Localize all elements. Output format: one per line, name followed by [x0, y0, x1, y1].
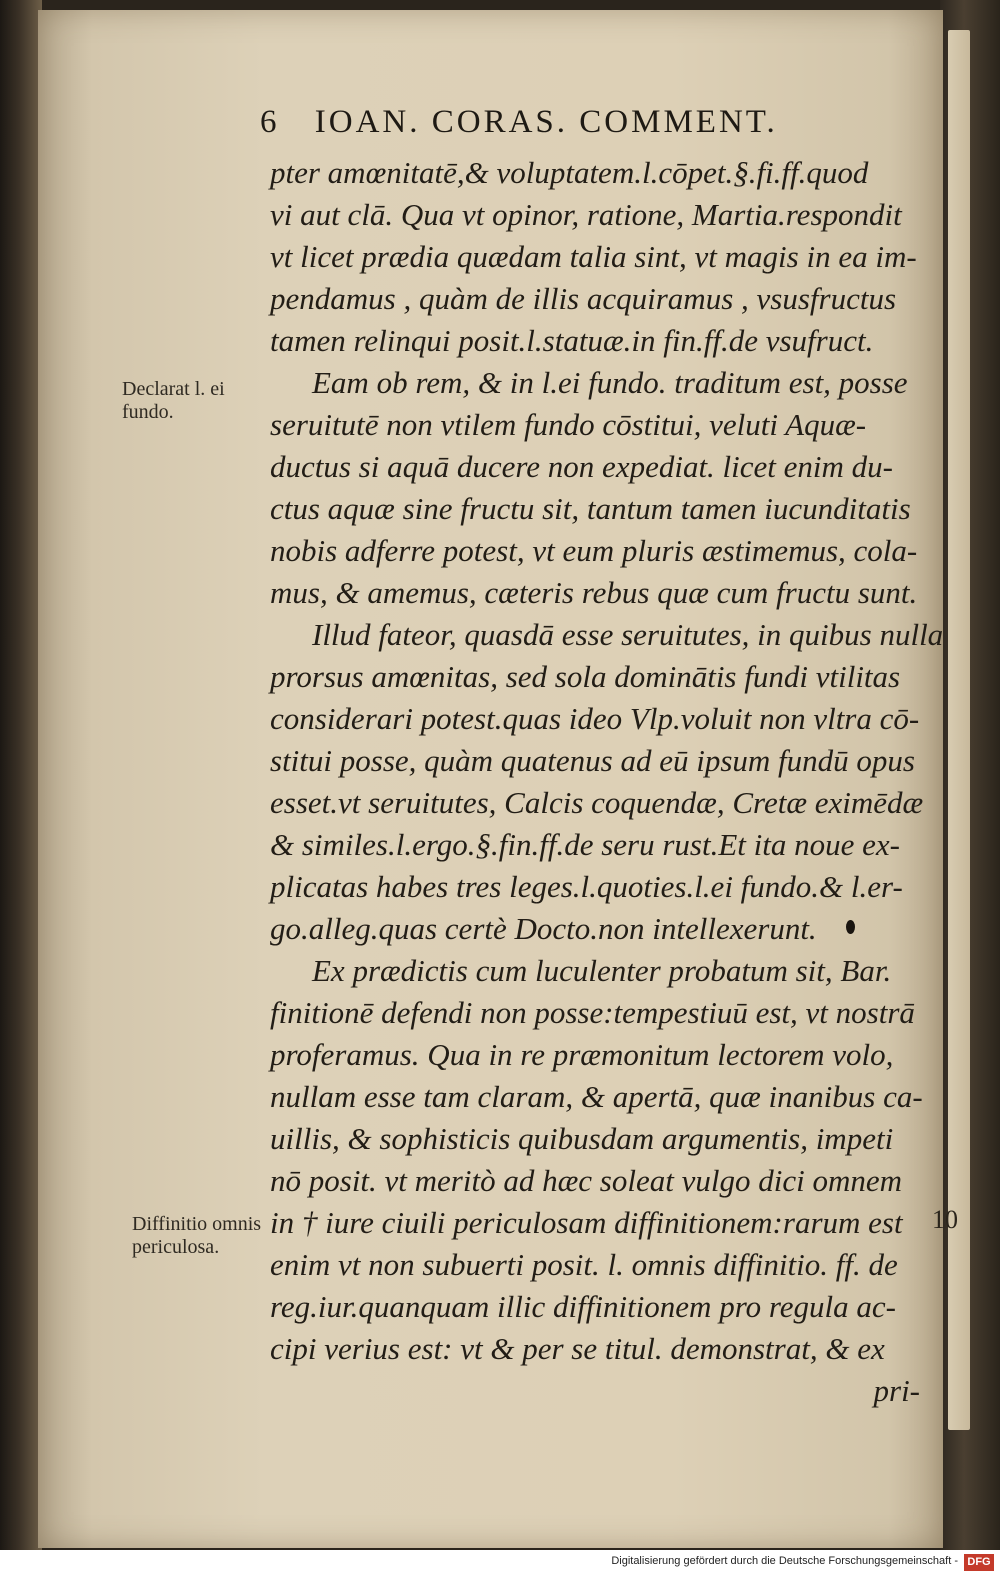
- text-line: pter amœnitatē,& voluptatem.l.cōpet.§.fi.ff.quod: [270, 155, 869, 190]
- catchword: pri-: [873, 1373, 920, 1408]
- text-line: uillis, & sophisticis quibusdam argumentis, impeti: [270, 1121, 894, 1156]
- text-line: in † iure ciuili periculosam diffinitionem:rarum est: [270, 1205, 903, 1240]
- text-line: tamen relinqui posit.l.statuæ.in fin.ff.de vsufruct.: [270, 323, 874, 358]
- margin-note-declarat: Declarat l. ei fundo.: [122, 378, 225, 423]
- section-number-mark: 10: [932, 1205, 958, 1234]
- text-line: Eam ob rem, & in l.ei fundo. traditum est, posse: [312, 365, 908, 400]
- dfg-logo: DFG: [964, 1554, 994, 1571]
- text-line: nō posit. vt meritò ad hæc soleat vulgo dici omnem: [270, 1163, 902, 1198]
- text-line: prorsus amœnitas, sed sola dominātis fundi vtilitas: [270, 659, 901, 694]
- text-line: ductus si aquā ducere non expediat. licet enim du-: [270, 449, 893, 484]
- text-line: esset.vt seruitutes, Calcis coquendæ, Cretæ eximēdæ: [270, 785, 924, 820]
- text-line: seruitutē non vtilem fundo cōstitui, veluti Aquæ-: [270, 407, 867, 442]
- text-line: & similes.l.ergo.§.fin.ff.de seru rust.Et ita noue ex-: [270, 827, 900, 862]
- margin-note-diffinitio: Diffinitio omnis periculosa.: [132, 1213, 262, 1258]
- running-title: IOAN. CORAS. COMMENT.: [314, 104, 778, 140]
- footer-bar: [0, 1550, 1000, 1577]
- page-number: 6: [260, 104, 280, 140]
- text-line: proferamus. Qua in re præmonitum lectorem volo,: [270, 1037, 894, 1072]
- text-line: pendamus , quàm de illis acquiramus , vsusfructus: [270, 281, 897, 316]
- text-line: finitionē defendi non posse:tempestiuū est, vt nostrā: [270, 995, 915, 1030]
- text-line: vi aut clā. Qua vt opinor, ratione, Martia.respondit: [270, 197, 902, 232]
- ink-blot: [846, 920, 855, 934]
- text-line: ctus aquæ sine fructu sit, tantum tamen iucunditatis: [270, 491, 911, 526]
- book-spine: [0, 0, 42, 1577]
- text-line: nobis adferre potest, vt eum pluris æstimemus, cola-: [270, 533, 918, 568]
- funding-credit: Digitalisierung gefördert durch die Deutsche Forschungsgemeinschaft -: [611, 1555, 958, 1567]
- text-line: vt licet prædia quædam talia sint, vt magis in ea im-: [270, 239, 917, 274]
- text-line: enim vt non subuerti posit. l. omnis diffinitio. ff. de: [270, 1247, 898, 1282]
- text-line: cipi verius est: vt & per se titul. demonstrat, & ex: [270, 1331, 885, 1366]
- running-header: [260, 104, 860, 154]
- text-line: reg.iur.quanquam illic diffinitionem pro regula ac-: [270, 1289, 896, 1324]
- text-line: go.alleg.quas certè Docto.non intellexerunt.: [270, 911, 817, 946]
- text-line: considerari potest.quas ideo Vlp.voluit non vltra cō-: [270, 701, 920, 736]
- text-line: nullam esse tam claram, & apertā, quæ inanibus ca-: [270, 1079, 923, 1114]
- text-line: plicatas habes tres leges.l.quoties.l.ei fundo.& l.er-: [270, 869, 903, 904]
- text-line: Ex prædictis cum luculenter probatum sit, Bar.: [312, 953, 892, 988]
- text-line: Illud fateor, quasdā esse seruitutes, in quibus nulla: [312, 617, 944, 652]
- body-text: [270, 152, 944, 1412]
- text-line: mus, & amemus, cæteris rebus quæ cum fructu sunt.: [270, 575, 918, 610]
- text-line: stitui posse, quàm quatenus ad eū ipsum fundū opus: [270, 743, 915, 778]
